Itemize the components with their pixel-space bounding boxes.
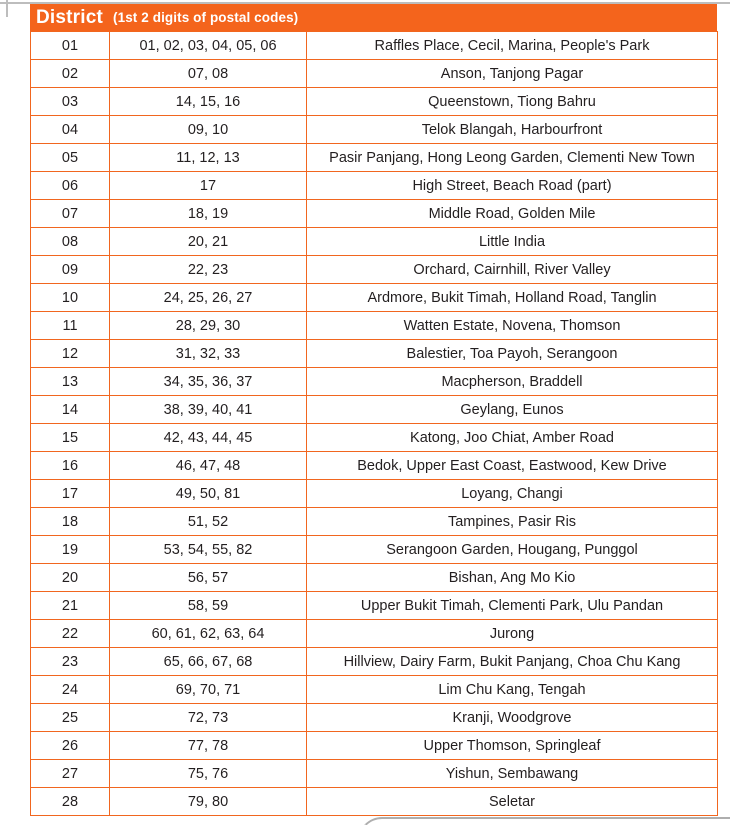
locations-cell: Orchard, Cairnhill, River Valley — [307, 256, 718, 284]
table-row — [31, 312, 718, 340]
table-row — [31, 592, 718, 620]
district-cell: 22 — [31, 620, 110, 648]
table-row — [31, 704, 718, 732]
postal-codes-cell: 75, 76 — [110, 760, 307, 788]
locations-cell: Middle Road, Golden Mile — [307, 200, 718, 228]
locations-cell: Anson, Tanjong Pagar — [307, 60, 718, 88]
postal-codes-cell: 09, 10 — [110, 116, 307, 144]
locations-cell: Yishun, Sembawang — [307, 760, 718, 788]
district-cell: 24 — [31, 676, 110, 704]
locations-cell: Pasir Panjang, Hong Leong Garden, Clementi New Town — [307, 144, 718, 172]
table-row — [31, 284, 718, 312]
postal-codes-cell: 56, 57 — [110, 564, 307, 592]
page-edge-tick — [6, 0, 8, 17]
district-cell: 15 — [31, 424, 110, 452]
postal-codes-cell: 79, 80 — [110, 788, 307, 816]
locations-cell: Queenstown, Tiong Bahru — [307, 88, 718, 116]
locations-cell: Little India — [307, 228, 718, 256]
postal-codes-cell: 65, 66, 67, 68 — [110, 648, 307, 676]
table-row — [31, 88, 718, 116]
table-row — [31, 172, 718, 200]
district-cell: 14 — [31, 396, 110, 424]
postal-district-table — [30, 4, 717, 816]
district-cell: 05 — [31, 144, 110, 172]
postal-codes-cell: 14, 15, 16 — [110, 88, 307, 116]
postal-codes-cell: 51, 52 — [110, 508, 307, 536]
postal-codes-cell: 46, 47, 48 — [110, 452, 307, 480]
locations-cell: High Street, Beach Road (part) — [307, 172, 718, 200]
postal-codes-cell: 72, 73 — [110, 704, 307, 732]
postal-codes-cell: 20, 21 — [110, 228, 307, 256]
postal-codes-cell: 01, 02, 03, 04, 05, 06 — [110, 32, 307, 60]
locations-cell: Katong, Joo Chiat, Amber Road — [307, 424, 718, 452]
district-cell: 17 — [31, 480, 110, 508]
table-row — [31, 116, 718, 144]
district-cell: 20 — [31, 564, 110, 592]
district-cell: 04 — [31, 116, 110, 144]
table-row — [31, 32, 718, 60]
district-cell: 02 — [31, 60, 110, 88]
district-cell: 26 — [31, 732, 110, 760]
table-row — [31, 60, 718, 88]
postal-codes-cell: 11, 12, 13 — [110, 144, 307, 172]
table-header — [30, 4, 717, 31]
table-row — [31, 508, 718, 536]
district-cell: 09 — [31, 256, 110, 284]
district-cell: 27 — [31, 760, 110, 788]
district-cell: 11 — [31, 312, 110, 340]
locations-cell: Telok Blangah, Harbourfront — [307, 116, 718, 144]
district-cell: 06 — [31, 172, 110, 200]
postal-codes-cell: 31, 32, 33 — [110, 340, 307, 368]
table-row — [31, 648, 718, 676]
district-cell: 10 — [31, 284, 110, 312]
table-row — [31, 676, 718, 704]
table-row — [31, 368, 718, 396]
postal-codes-cell: 38, 39, 40, 41 — [110, 396, 307, 424]
locations-cell: Lim Chu Kang, Tengah — [307, 676, 718, 704]
table-row — [31, 144, 718, 172]
district-cell: 19 — [31, 536, 110, 564]
district-cell: 01 — [31, 32, 110, 60]
postal-codes-cell: 17 — [110, 172, 307, 200]
postal-codes-cell: 22, 23 — [110, 256, 307, 284]
district-cell: 13 — [31, 368, 110, 396]
district-cell: 12 — [31, 340, 110, 368]
locations-cell: Kranji, Woodgrove — [307, 704, 718, 732]
table-row — [31, 480, 718, 508]
table-row — [31, 732, 718, 760]
postal-code-header-label: (1st 2 digits of postal codes) — [113, 10, 299, 25]
locations-cell: Upper Bukit Timah, Clementi Park, Ulu Pandan — [307, 592, 718, 620]
postal-codes-cell: 34, 35, 36, 37 — [110, 368, 307, 396]
postal-codes-cell: 28, 29, 30 — [110, 312, 307, 340]
district-table-body — [31, 32, 718, 816]
locations-cell: Seletar — [307, 788, 718, 816]
locations-cell: Hillview, Dairy Farm, Bukit Panjang, Choa Chu Kang — [307, 648, 718, 676]
table-row — [31, 396, 718, 424]
table-row — [31, 620, 718, 648]
district-cell: 21 — [31, 592, 110, 620]
table-row — [31, 564, 718, 592]
locations-cell: Macpherson, Braddell — [307, 368, 718, 396]
postal-codes-cell: 42, 43, 44, 45 — [110, 424, 307, 452]
locations-cell: Upper Thomson, Springleaf — [307, 732, 718, 760]
locations-cell: Ardmore, Bukit Timah, Holland Road, Tanglin — [307, 284, 718, 312]
locations-cell: Raffles Place, Cecil, Marina, People's Park — [307, 32, 718, 60]
district-cell: 16 — [31, 452, 110, 480]
postal-codes-cell: 07, 08 — [110, 60, 307, 88]
table-row — [31, 424, 718, 452]
postal-codes-cell: 58, 59 — [110, 592, 307, 620]
locations-cell: Balestier, Toa Payoh, Serangoon — [307, 340, 718, 368]
locations-cell: Geylang, Eunos — [307, 396, 718, 424]
district-cell: 08 — [31, 228, 110, 256]
postal-codes-cell: 60, 61, 62, 63, 64 — [110, 620, 307, 648]
locations-cell: Bishan, Ang Mo Kio — [307, 564, 718, 592]
locations-cell: Serangoon Garden, Hougang, Punggol — [307, 536, 718, 564]
table-row — [31, 256, 718, 284]
postal-codes-cell: 69, 70, 71 — [110, 676, 307, 704]
district-cell: 28 — [31, 788, 110, 816]
table-row — [31, 452, 718, 480]
locations-cell: Jurong — [307, 620, 718, 648]
next-section-corner — [358, 817, 730, 825]
table-row — [31, 788, 718, 816]
table-row — [31, 536, 718, 564]
district-table — [30, 31, 718, 816]
locations-cell: Watten Estate, Novena, Thomson — [307, 312, 718, 340]
locations-cell: Loyang, Changi — [307, 480, 718, 508]
district-cell: 03 — [31, 88, 110, 116]
postal-codes-cell: 24, 25, 26, 27 — [110, 284, 307, 312]
postal-codes-cell: 18, 19 — [110, 200, 307, 228]
postal-codes-cell: 53, 54, 55, 82 — [110, 536, 307, 564]
district-cell: 18 — [31, 508, 110, 536]
locations-cell: Bedok, Upper East Coast, Eastwood, Kew Drive — [307, 452, 718, 480]
table-row — [31, 200, 718, 228]
postal-codes-cell: 49, 50, 81 — [110, 480, 307, 508]
district-cell: 23 — [31, 648, 110, 676]
table-row — [31, 340, 718, 368]
district-cell: 25 — [31, 704, 110, 732]
table-row — [31, 760, 718, 788]
locations-cell: Tampines, Pasir Ris — [307, 508, 718, 536]
district-cell: 07 — [31, 200, 110, 228]
table-row — [31, 228, 718, 256]
postal-codes-cell: 77, 78 — [110, 732, 307, 760]
district-header-label: District — [35, 6, 104, 28]
